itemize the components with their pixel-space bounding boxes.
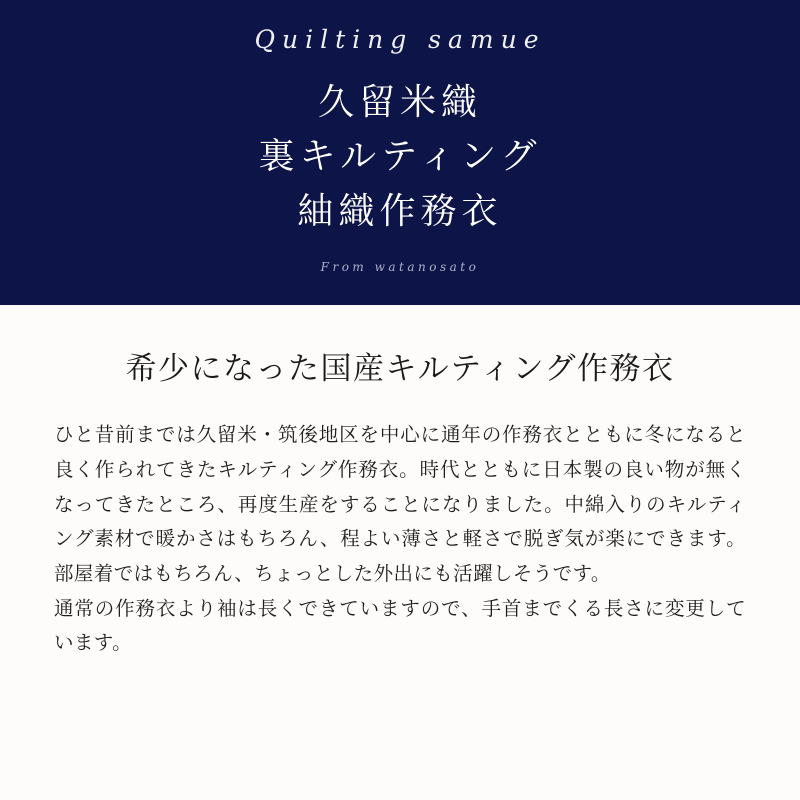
article-section [0, 305, 800, 661]
article-paragraph: ひと昔前までは久留米・筑後地区を中心に通年の作務衣とともに冬になると良く作られてきたキルティング作務衣。時代とともに日本製の良い物が無くなってきたところ、再度生産をすることになりました。中綿入りのキルティング素材で暖かさはもちろん、程よい薄さと軽さで脱ぎ気が楽にできます。部屋着ではもちろん、ちょっとした外出にも活躍しそうです。 [54, 423, 746, 585]
hero-title [258, 76, 541, 240]
article-heading: 希少になった国産キルティング作務衣 [125, 351, 675, 387]
hero-title-line-2: 裏キルティング [258, 136, 542, 178]
article-paragraph: 通常の作務衣より袖は長くできていますので、手首までくる長さに変更しています。 [54, 596, 746, 655]
hero-banner [0, 0, 800, 305]
hero-title-line-1: 久留米織 [317, 81, 482, 123]
hero-content [0, 0, 800, 305]
hero-title-line-3: 紬織作務衣 [297, 190, 503, 232]
article-body [54, 418, 746, 661]
hero-subtitle: From watanosato [320, 259, 480, 274]
hero-script-label: Quilting samue [254, 25, 546, 54]
